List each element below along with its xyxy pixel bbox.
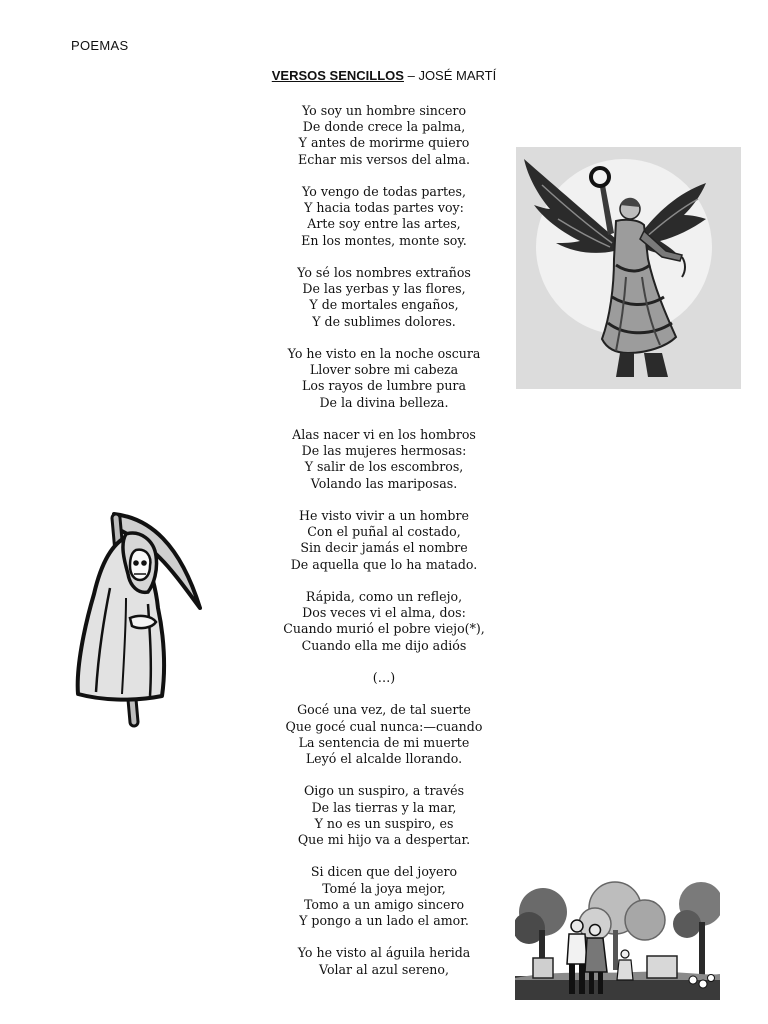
verse-line: Cuando murió el pobre viejo(*), [283,621,485,637]
stanza [234,702,534,767]
stanza [234,265,534,330]
verse-line: Arte soy entre las artes, [307,216,461,232]
verse-line: De las yerbas y las flores, [302,281,466,297]
verse-line: La sentencia de mi muerte [298,734,470,750]
stanza [234,864,534,929]
stanza [234,945,534,977]
verse-line: De las tierras y la mar, [311,799,457,815]
poem-body [234,103,534,994]
verse-line: Y de mortales engaños, [309,297,459,313]
verse-line: Oigo un suspiro, a través [303,783,465,799]
poem-title [0,68,768,83]
angel-statue-icon [516,147,741,389]
verse-line: Yo sé los nombres extraños [297,265,471,280]
verse-line: Y hacia todas partes voy: [304,200,464,216]
verse-line: He visto vivir a un hombre [299,508,469,523]
park-scene-illustration [515,880,720,1000]
verse-line: Y no es un suspiro, es [314,815,454,831]
stanza [234,103,534,168]
verse-line: Yo he visto al águila herida [297,945,471,961]
verse-line: Tomé la joya mejor, [322,880,446,896]
stanza [234,346,534,411]
verse-line: Volando las mariposas. [310,475,458,491]
verse-line: Rápida, como un reflejo, [305,589,463,604]
verse-line: Que mi hijo va a despertar. [297,832,471,847]
omission-mark: (…) [372,670,396,685]
verse-line: Con el puñal al costado, [307,524,461,540]
verse-line: Leyó el alcalde llorando. [305,751,463,766]
reaper-icon [70,508,205,730]
verse-line: Yo he visto en la noche oscura [287,346,481,361]
title-separator: – [403,68,419,83]
verse-line: Sin decir jamás el nombre [300,540,468,556]
stanza [234,508,534,573]
verse-line: Si dicen que del joyero [310,864,458,880]
verse-line: Los rayos de lumbre pura [302,378,466,394]
poem-author: JOSÉ MARTÍ [418,68,497,83]
verse-line: Echar mis versos del alma. [298,151,470,167]
section-label: POEMAS [71,38,129,53]
verse-line: Alas nacer vi en los hombros [292,427,476,442]
verse-line: De las mujeres hermosas: [301,443,467,459]
stanza [234,184,534,249]
verse-line: En los montes, monte soy. [301,232,467,248]
verse-line: Dos veces vi el alma, dos: [302,605,466,621]
verse-line: Y pongo a un lado el amor. [299,913,469,928]
verse-line: Yo soy un hombre sincero [301,103,467,118]
verse-line: Gocé una vez, de tal suerte [297,702,471,718]
verse-line: Llover sobre mi cabeza [309,362,459,378]
stanza [234,783,534,848]
verse-line: Cuando ella me dijo adiós [301,637,467,653]
verse-line: Tomo a un amigo sincero [303,896,465,912]
park-scene-icon [515,880,720,1000]
stanza [234,427,534,492]
verse-line: Y antes de morirme quiero [298,135,470,151]
verse-line: Y de sublimes dolores. [312,313,456,329]
verse-line: Volar al azul sereno, [319,961,449,977]
stanza [234,589,534,654]
verse-line: De aquella que lo ha matado. [290,556,478,572]
verse-line: Y salir de los escombros, [304,459,464,475]
verse-line: De donde crece la palma, [302,119,466,135]
poem-title-text: VERSOS SENCILLOS [271,68,404,83]
verse-line: De la divina belleza. [319,394,449,410]
winged-victory-illustration [516,147,741,389]
verse-line: Que gocé cual nunca:—cuando [285,718,483,734]
grim-reaper-illustration [70,508,205,730]
verse-line: Yo vengo de todas partes, [302,184,466,199]
